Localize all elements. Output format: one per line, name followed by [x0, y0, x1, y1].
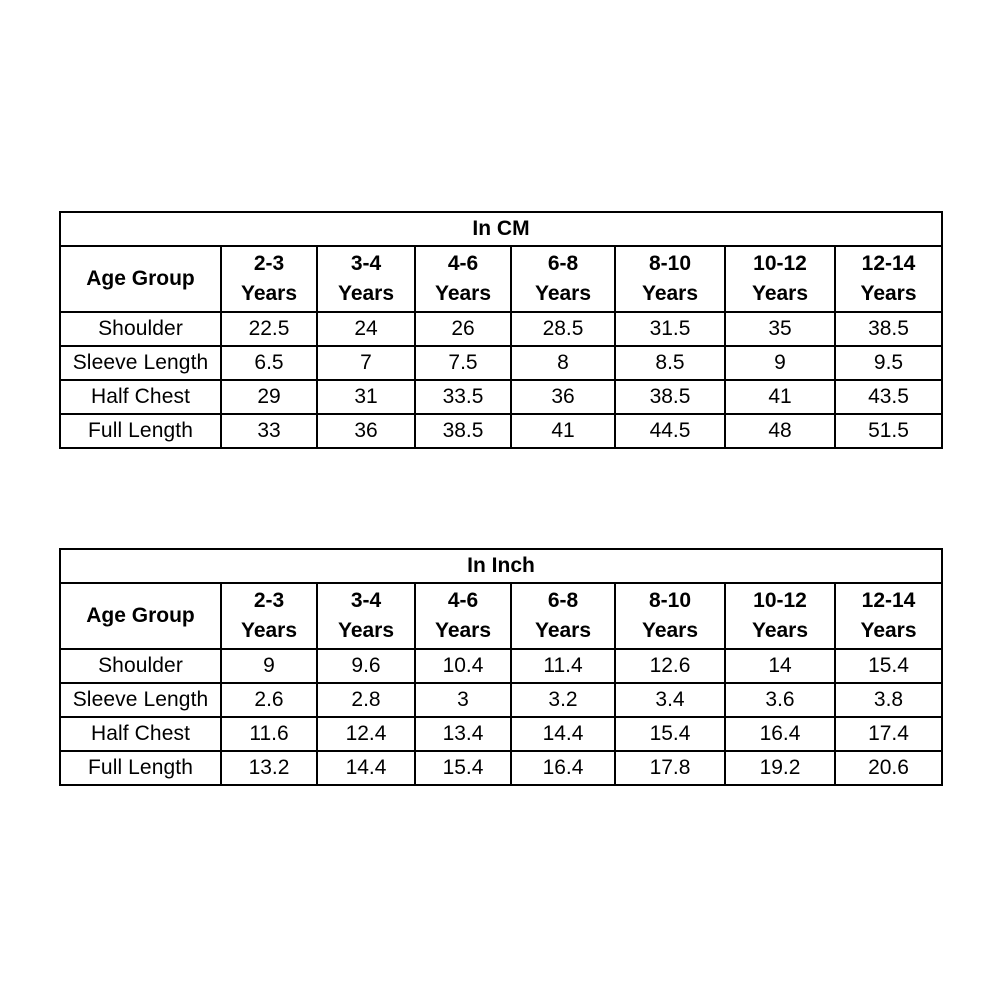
table-cell: 3: [415, 683, 511, 717]
table-cell: 48: [725, 414, 835, 448]
age-unit: Years: [860, 282, 917, 305]
column-header: [835, 583, 942, 649]
age-unit: Years: [434, 282, 492, 305]
column-header: [415, 583, 511, 649]
table-title-row: [60, 549, 942, 583]
column-header: [511, 246, 615, 312]
row-label: Full Length: [60, 751, 221, 785]
table-cell: 33: [221, 414, 317, 448]
table-cell: 11.6: [221, 717, 317, 751]
table-row: [60, 683, 942, 717]
table-cell: 51.5: [835, 414, 942, 448]
column-header: [317, 583, 415, 649]
table-cell: 28.5: [511, 312, 615, 346]
column-header: [415, 246, 511, 312]
table-cell: 13.4: [415, 717, 511, 751]
age-range: 10-12: [753, 252, 807, 275]
age-range: 3-4: [350, 589, 382, 612]
table-cell: 6.5: [221, 346, 317, 380]
table-cell: 31: [317, 380, 415, 414]
column-header: [511, 583, 615, 649]
table-cell: 8: [511, 346, 615, 380]
table-cell: 14: [725, 649, 835, 683]
table-cell: 20.6: [835, 751, 942, 785]
table-cell: 36: [317, 414, 415, 448]
column-header: [725, 583, 835, 649]
age-unit: Years: [534, 619, 592, 642]
size-chart-cm: [59, 211, 943, 449]
table-cell: 44.5: [615, 414, 725, 448]
table-row: [60, 346, 942, 380]
age-range: 12-14: [861, 252, 916, 275]
age-range: 4-6: [447, 589, 479, 612]
age-range: 8-10: [648, 589, 692, 612]
table-row: [60, 380, 942, 414]
table-cell: 7.5: [415, 346, 511, 380]
age-range: 12-14: [861, 589, 916, 612]
table-cell: 8.5: [615, 346, 725, 380]
table-cell: 17.8: [615, 751, 725, 785]
column-header: [615, 246, 725, 312]
age-range: 2-3: [253, 589, 285, 612]
table-cell: 14.4: [511, 717, 615, 751]
table-cell: 41: [725, 380, 835, 414]
age-group-header: Age Group: [60, 583, 221, 649]
column-header: [725, 246, 835, 312]
age-range: 6-8: [547, 252, 579, 275]
age-unit: Years: [337, 282, 395, 305]
table-cell: 12.6: [615, 649, 725, 683]
table-title: In Inch: [60, 549, 942, 583]
age-range: 3-4: [350, 252, 382, 275]
age-unit: Years: [434, 619, 492, 642]
table-cell: 24: [317, 312, 415, 346]
table-cell: 38.5: [835, 312, 942, 346]
table-cell: 15.4: [415, 751, 511, 785]
age-unit: Years: [641, 282, 699, 305]
table-cell: 29: [221, 380, 317, 414]
table-cell: 36: [511, 380, 615, 414]
age-unit: Years: [860, 619, 917, 642]
age-range: 6-8: [547, 589, 579, 612]
table-cell: 11.4: [511, 649, 615, 683]
table-cell: 38.5: [615, 380, 725, 414]
table-row: [60, 414, 942, 448]
table-title-row: [60, 212, 942, 246]
table-cell: 3.8: [835, 683, 942, 717]
table-cell: 2.8: [317, 683, 415, 717]
table-cell: 17.4: [835, 717, 942, 751]
age-range: 8-10: [648, 252, 692, 275]
table-cell: 9: [221, 649, 317, 683]
age-range: 10-12: [753, 589, 807, 612]
age-unit: Years: [240, 282, 298, 305]
table-row: [60, 312, 942, 346]
table-cell: 3.4: [615, 683, 725, 717]
table-cell: 3.2: [511, 683, 615, 717]
size-chart-inch: [59, 548, 943, 786]
table-cell: 9: [725, 346, 835, 380]
table-header-row: [60, 246, 942, 312]
column-header: [615, 583, 725, 649]
table-cell: 26: [415, 312, 511, 346]
age-unit: Years: [751, 619, 809, 642]
row-label: Sleeve Length: [60, 683, 221, 717]
table-cell: 2.6: [221, 683, 317, 717]
table-cell: 9.5: [835, 346, 942, 380]
table-cell: 35: [725, 312, 835, 346]
table-cell: 33.5: [415, 380, 511, 414]
table-cell: 19.2: [725, 751, 835, 785]
table-cell: 41: [511, 414, 615, 448]
table-cell: 14.4: [317, 751, 415, 785]
table-cell: 12.4: [317, 717, 415, 751]
table-cell: 15.4: [615, 717, 725, 751]
table-cell: 9.6: [317, 649, 415, 683]
row-label: Shoulder: [60, 649, 221, 683]
column-header: [221, 246, 317, 312]
column-header: [835, 246, 942, 312]
age-unit: Years: [240, 619, 298, 642]
age-group-header: Age Group: [60, 246, 221, 312]
age-unit: Years: [751, 282, 809, 305]
table-row: [60, 717, 942, 751]
table-cell: 16.4: [511, 751, 615, 785]
column-header: [221, 583, 317, 649]
age-range: 4-6: [447, 252, 479, 275]
column-header: [317, 246, 415, 312]
table-cell: 16.4: [725, 717, 835, 751]
table-cell: 10.4: [415, 649, 511, 683]
table-title: In CM: [60, 212, 942, 246]
row-label: Half Chest: [60, 380, 221, 414]
row-label: Full Length: [60, 414, 221, 448]
age-range: 2-3: [253, 252, 285, 275]
table-cell: 43.5: [835, 380, 942, 414]
table-row: [60, 751, 942, 785]
table-header-row: [60, 583, 942, 649]
age-unit: Years: [641, 619, 699, 642]
table-cell: 15.4: [835, 649, 942, 683]
table-cell: 38.5: [415, 414, 511, 448]
table-cell: 22.5: [221, 312, 317, 346]
age-unit: Years: [337, 619, 395, 642]
row-label: Half Chest: [60, 717, 221, 751]
table-cell: 7: [317, 346, 415, 380]
row-label: Sleeve Length: [60, 346, 221, 380]
table-cell: 31.5: [615, 312, 725, 346]
table-cell: 13.2: [221, 751, 317, 785]
table-cell: 3.6: [725, 683, 835, 717]
age-unit: Years: [534, 282, 592, 305]
table-row: [60, 649, 942, 683]
row-label: Shoulder: [60, 312, 221, 346]
